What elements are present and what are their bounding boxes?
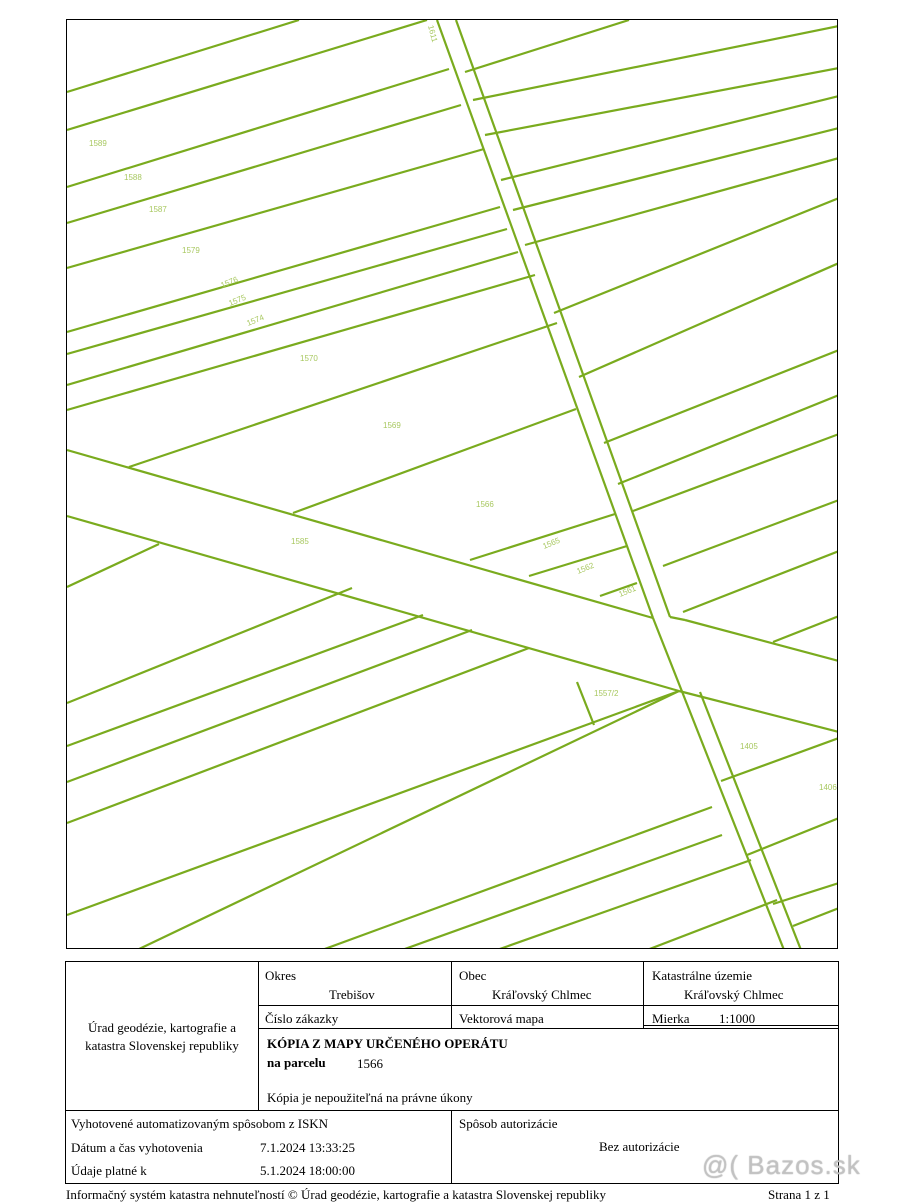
parcel-boundary xyxy=(67,588,352,703)
mierka-label: Mierka xyxy=(652,1011,690,1026)
parcel-number-label: 1561 xyxy=(617,583,638,599)
parcel-boundary xyxy=(465,20,629,72)
vektorova-mapa-label: Vektorová mapa xyxy=(459,1011,544,1026)
authorization-value: Bez autorizácie xyxy=(599,1139,680,1154)
parcel-number-label: 1587 xyxy=(149,205,167,214)
parcel-number-label: 1611 xyxy=(426,24,440,44)
parcel-number-label: 1588 xyxy=(124,173,142,182)
parcel-number-label: 1585 xyxy=(291,537,309,546)
parcel-number-label: 1575 xyxy=(227,292,248,308)
parcel-boundary xyxy=(497,860,751,949)
parcel-boundary xyxy=(647,900,777,949)
legal-notice: Kópia je nepoužiteľná na právne úkony xyxy=(267,1090,473,1105)
parcel-label: na parcelu xyxy=(267,1055,326,1070)
parcel-boundary xyxy=(67,252,518,385)
office-name: Úrad geodézie, kartografie a katastra Slovenskej republiky xyxy=(85,1020,239,1053)
parcel-number-label: 1566 xyxy=(476,500,494,509)
authorization-label: Spôsob autorizácie xyxy=(459,1116,558,1131)
parcel-boundary xyxy=(633,434,838,511)
road-edge xyxy=(653,618,784,949)
mierka-value: 1:1000 xyxy=(719,1011,756,1026)
parcel-number-label: 1562 xyxy=(575,560,596,576)
parcel-number-label: 1565 xyxy=(541,535,562,551)
parcel-boundary xyxy=(663,500,838,566)
parcel-number-label: 1574 xyxy=(245,312,266,328)
parcel-boundary xyxy=(747,818,838,855)
footer-page-number: Strana 1 z 1 xyxy=(768,1187,830,1202)
okres-label: Okres xyxy=(265,968,297,983)
footer-copyright: Informačný systém katastra nehnuteľností © Úrad geodézie, kartografie a katastra Slovenskej republiky xyxy=(66,1187,607,1202)
ku-label: Katastrálne územie xyxy=(652,968,752,983)
parcel-number-label: 1406 xyxy=(819,783,837,792)
parcel-number-label: 1570 xyxy=(300,354,318,363)
okres-value: Trebišov xyxy=(329,987,375,1002)
parcel-boundary xyxy=(67,69,449,187)
parcel-boundary xyxy=(525,158,838,245)
parcel-boundary xyxy=(604,350,838,443)
parcel-boundary xyxy=(67,544,159,587)
created-value: 7.1.2024 13:33:25 xyxy=(260,1140,355,1155)
parcel-boundary xyxy=(473,26,838,100)
parcel-boundary xyxy=(322,807,712,949)
parcel-boundary xyxy=(721,738,838,781)
parcel-boundary xyxy=(129,323,557,467)
parcel-number-label: 1557/2 xyxy=(594,689,619,698)
parcel-boundary xyxy=(293,409,576,513)
parcel-number-label: 1569 xyxy=(383,421,401,430)
parcel-boundary xyxy=(402,835,722,949)
parcel-boundary xyxy=(793,908,838,926)
parcel-boundary xyxy=(67,275,535,410)
road-edge xyxy=(670,617,685,620)
parcel-boundary xyxy=(618,395,838,484)
parcel-boundary xyxy=(773,883,838,904)
created-label: Dátum a čas vyhotovenia xyxy=(71,1140,203,1155)
parcel-number-label: 1576 xyxy=(219,274,240,290)
parcel-number-label: 1589 xyxy=(89,139,107,148)
parcel-boundary xyxy=(67,207,500,332)
parcel-number-label: 1405 xyxy=(740,742,758,751)
parcel-boundary xyxy=(513,128,838,210)
parcel-boundary xyxy=(67,229,507,354)
valid-value: 5.1.2024 18:00:00 xyxy=(260,1163,355,1178)
parcel-boundary xyxy=(773,616,838,642)
obec-value: Kráľovský Chlmec xyxy=(492,987,592,1002)
parcel-boundary xyxy=(67,691,679,915)
parcel-boundary xyxy=(577,682,594,725)
parcel-value: 1566 xyxy=(357,1056,383,1071)
parcel-boundary xyxy=(67,630,472,782)
generated-note: Vyhotovené automatizovaným spôsobom z ISKN xyxy=(71,1116,329,1131)
obec-label: Obec xyxy=(459,968,487,983)
parcel-boundary xyxy=(67,20,299,92)
road-edge xyxy=(67,516,679,691)
valid-label: Údaje platné k xyxy=(71,1163,147,1178)
cislo-zakazky-label: Číslo zákazky xyxy=(265,1011,339,1026)
parcel-labels xyxy=(89,24,837,792)
cadastral-map xyxy=(66,19,838,949)
parcel-boundary xyxy=(485,68,838,135)
road-edge xyxy=(679,691,838,732)
parcel-boundary xyxy=(67,105,461,223)
road-edge xyxy=(456,20,670,617)
parcel-boundary xyxy=(683,551,838,612)
parcel-number-label: 1579 xyxy=(182,246,200,255)
parcel-boundary xyxy=(501,96,838,180)
parcel-boundary xyxy=(554,198,838,313)
parcel-boundary xyxy=(137,691,679,949)
ku-value: Kráľovský Chlmec xyxy=(684,987,784,1002)
road-edge xyxy=(67,450,653,618)
document-title: KÓPIA Z MAPY URČENÉHO OPERÁTU xyxy=(267,1036,508,1051)
bazos-watermark: @( Bazos.sk xyxy=(702,1150,861,1180)
parcel-boundaries xyxy=(67,20,838,949)
parcel-boundary xyxy=(470,514,615,560)
parcel-boundary xyxy=(579,263,838,377)
map-drawing xyxy=(67,20,838,949)
